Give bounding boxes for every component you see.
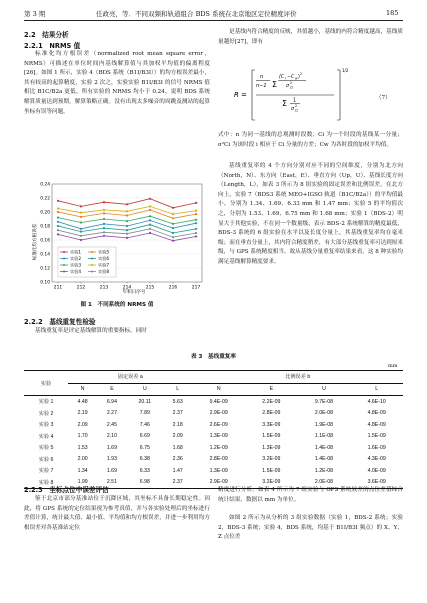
legend-label: 实验7: [98, 262, 110, 268]
table-dir-n-fixed: N: [80, 386, 85, 393]
legend-marker: [91, 258, 93, 260]
table-cell: 2.8E-09: [209, 456, 228, 463]
table-dir-u-fixed: U: [142, 386, 147, 393]
data-point: [195, 232, 197, 234]
x-tick-label: 216: [168, 285, 178, 291]
data-point: [126, 220, 128, 222]
table-cell: 1.34: [77, 467, 88, 474]
repeat-paragraph: [24, 327, 210, 337]
y-tick-label: 0.14: [40, 252, 50, 258]
table-cell: 1.3E-09: [262, 444, 281, 451]
table-col-experiment: 实验: [24, 371, 68, 396]
table-cell: 6.33: [139, 467, 150, 474]
data-point: [172, 236, 174, 238]
table-3-unit: mm: [388, 363, 398, 369]
table-cell: 2.51: [106, 479, 117, 486]
table-row: [24, 431, 403, 443]
data-point: [80, 212, 82, 214]
data-point: [195, 222, 197, 224]
svg-text:C: C: [291, 75, 295, 80]
nrms-text: 标准化均方根误差（normalized root mean square error，NRMS）可描述在单位时间内基线解算值与其加权平均值的偏离程度[26]。如图 1 所示，实验 4（BDS 系统（B1I/B3I））的均方根误差最小，其有较高的起算精度，实验 2 次之，实验实验 B1I/B3I 的信号 NRMS 值相比 B1C/B2a 更低。所有实验的 NRMS 均小于 0.24，说明 BDS 系统解算质量达到预期，解算策略正确。没有出现太多噪音的周跳及测站的起算坐标有误等问题。: [24, 51, 210, 115]
nrms-chart: [24, 178, 210, 296]
data-point: [172, 227, 174, 229]
data-point: [172, 213, 174, 215]
table-cell: 3.6E-09: [367, 479, 386, 486]
table-cell: 2.45: [106, 421, 117, 428]
table-row: [24, 408, 403, 420]
data-point: [126, 237, 128, 239]
table-cell: 1.99: [77, 479, 88, 486]
data-point: [149, 232, 151, 234]
chart-y-ticks: [40, 182, 50, 286]
y-tick-label: 0.24: [40, 182, 50, 188]
svg-text:2: 2: [290, 81, 293, 85]
right-analysis: [218, 162, 403, 268]
table-cell: 2.6E-09: [209, 421, 228, 428]
table-cell: 4.8E-09: [367, 410, 386, 417]
table-row: [24, 454, 403, 466]
table-cell: 7.89: [139, 410, 150, 417]
table-row-label: 实验 1: [38, 399, 54, 406]
table-cell: 5.63: [172, 398, 183, 405]
svg-text:2: 2: [295, 104, 298, 108]
legend-label: 实验2: [70, 256, 82, 261]
x-tick-label: 213: [99, 285, 109, 291]
table-cell: 4.0E-09: [367, 467, 386, 474]
table-cell: 2.00: [77, 456, 88, 463]
table-cell: 3.3E-09: [262, 421, 281, 428]
table-cell: 1.5E-09: [262, 433, 281, 440]
data-point: [80, 231, 82, 233]
table-cell: 4.8E-09: [367, 421, 386, 428]
bottom-right-paragraph-2: [218, 514, 403, 543]
legend-label: 实验6: [98, 256, 110, 261]
svg-text:w: w: [295, 76, 298, 81]
svg-text:−: −: [287, 75, 292, 80]
table-cell: 2.37: [172, 479, 183, 486]
section-2-2-2: 2.2.2 基线重复性检验: [24, 318, 96, 326]
data-point: [80, 228, 82, 230]
data-point: [80, 216, 82, 218]
data-point: [103, 212, 105, 214]
table-dir-n-ratio: N: [216, 386, 221, 393]
data-point: [103, 231, 105, 233]
table-cell: 1.53: [77, 444, 88, 451]
data-point: [126, 214, 128, 216]
journal-issue: 第 3 期: [24, 10, 46, 18]
data-point: [172, 223, 174, 225]
data-point: [149, 228, 151, 230]
data-point: [172, 240, 174, 242]
table-cell: 1.5E-09: [262, 467, 281, 474]
table-row-label: 实验 7: [38, 468, 54, 475]
data-point: [195, 228, 197, 230]
table-cell: 1.4E-08: [314, 456, 334, 463]
legend-label: 实验4: [70, 269, 82, 274]
svg-text:(C: (C: [279, 75, 285, 80]
legend-label: 实验5: [98, 249, 110, 255]
svg-text:2: 2: [300, 72, 303, 76]
legend-marker: [63, 258, 65, 260]
table-cell: 1.2E-08: [314, 467, 334, 474]
table-cell: 1.3E-09: [209, 467, 228, 474]
data-point: [149, 198, 151, 200]
right-intro: [218, 28, 403, 47]
section-2-2-1: 2.2.1 NRMS 值: [24, 42, 81, 50]
data-point: [80, 221, 82, 223]
equation-7: [230, 64, 400, 126]
svg-text:Σ: Σ: [282, 99, 288, 108]
table-cell: 4.3E-09: [367, 456, 386, 463]
data-point: [126, 233, 128, 235]
svg-text:): ): [298, 75, 300, 80]
data-point: [57, 221, 59, 223]
y-tick-label: 0.22: [40, 196, 50, 202]
eq-symbol-R: R: [234, 91, 239, 99]
table-cell: 1.9E-08: [314, 421, 334, 428]
table-group-fixed-error: 固定误差 a: [68, 371, 192, 384]
right-variables-text: 式中：n 为同一基线的总观测时段数；Ci 为一个时段的基线某一分量；σ²Ci 为该时段 i 相应于 Ci 分量的方差；Cw 为各时段的加权平均值。: [218, 132, 403, 148]
table-cell: 6.98: [139, 479, 150, 486]
table-cell: 2.09: [77, 421, 88, 428]
legend-label: 实验3: [70, 262, 82, 268]
table-row: [24, 442, 403, 454]
section-2-2: 2.2 结果分析: [24, 31, 69, 39]
equation-7-label: （7）: [376, 95, 391, 101]
legend-marker: [63, 251, 65, 253]
table-cell: 6.38: [139, 456, 150, 463]
table-row-label: 实验 3: [38, 422, 54, 429]
data-point: [103, 218, 105, 220]
table-cell: 1.70: [77, 433, 88, 440]
table-row-label: 实验 2: [38, 410, 54, 417]
data-point: [80, 235, 82, 237]
svg-text:σ: σ: [291, 107, 295, 112]
svg-text:Ci: Ci: [290, 85, 294, 90]
table-row-label: 实验 4: [38, 433, 54, 440]
data-point: [195, 202, 197, 204]
repeat-text: 基线重复率是评定基线解算的重要指标，同时: [35, 328, 147, 334]
running-title: 任政亮，等．不同双频和轨道组合 BDS 系统在北京地区定位精度评价: [96, 10, 297, 18]
table-group-ratio-error: 比例误差 b: [192, 371, 403, 384]
data-point: [57, 225, 59, 227]
data-point: [149, 209, 151, 211]
page-number: 185: [386, 9, 399, 17]
table-cell: 2.09: [172, 433, 183, 440]
table-cell: 1.68: [172, 444, 183, 451]
data-point: [103, 235, 105, 237]
table-cell: 2.36: [172, 456, 183, 463]
svg-text:n: n: [260, 74, 264, 80]
table-cell: 2.2E-09: [262, 398, 281, 405]
data-point: [172, 232, 174, 234]
legend-marker: [91, 251, 93, 253]
table-cell: 7.46: [139, 421, 150, 428]
table-row-label: 实验 8: [38, 479, 54, 486]
bottom-left-paragraph: [24, 495, 210, 533]
chart-series: [57, 198, 197, 242]
data-point: [149, 219, 151, 221]
table-cell: 20.11: [138, 398, 152, 405]
right-variables: [218, 131, 403, 150]
table-dir-u-ratio: U: [322, 386, 326, 393]
data-point: [149, 224, 151, 226]
table-cell: 3.2E-09: [262, 456, 281, 463]
table-cell: 1.2E-09: [209, 444, 228, 451]
data-point: [126, 225, 128, 227]
header-rule: [24, 20, 403, 21]
table-row: [24, 419, 403, 431]
data-point: [57, 233, 59, 235]
table-cell: 1.3E-09: [209, 433, 228, 440]
table-cell: 2.0E-08: [314, 410, 334, 417]
y-tick-label: 0.18: [40, 224, 50, 230]
equation-7-graphic: [230, 64, 400, 126]
table-dir-l-fixed: L: [176, 386, 180, 393]
table-cell: 2.0E-08: [314, 479, 334, 486]
x-tick-label: 211: [53, 285, 63, 291]
data-point: [103, 201, 105, 203]
table-cell: 1.47: [172, 467, 183, 474]
data-point: [57, 229, 59, 231]
right-intro-text: 是基线内符合精度的反映，其值越小，基线的内符合精度越高，基线质量越好[27]，即有: [218, 29, 403, 45]
table-cell: 9.7E-08: [314, 398, 334, 405]
data-point: [103, 223, 105, 225]
bottom-left-text: 鉴于北京市部分基准站位于沉降区域，其坐标不具备长期稳定性。因此，将 GPS 系统的定位结果视为参考真值，并与各实验处理后的坐标进行差值计算，统计最大值、最小值、平均值和均方根误差，并进一步利用均方根误差对各基准站定位: [24, 496, 210, 531]
y-tick-label: 0.16: [40, 238, 50, 244]
table-cell: 2.8E-09: [262, 410, 281, 417]
table-cell: 2.37: [172, 410, 183, 417]
table-cell: 4.6E-10: [367, 398, 386, 405]
data-point: [149, 205, 151, 207]
table-cell: 1.1E-08: [314, 433, 334, 440]
legend-marker: [91, 264, 93, 266]
data-point: [195, 210, 197, 212]
nrms-paragraph: [24, 50, 210, 117]
data-point: [103, 227, 105, 229]
table-3-grid: [24, 370, 403, 489]
chart-y-label: 标准化均方根误差: [33, 223, 38, 261]
table-cell: 2.10: [106, 433, 117, 440]
svg-text:1/2: 1/2: [342, 68, 349, 73]
bottom-right-paragraph-1: [218, 486, 403, 505]
table-cell: 2.19: [77, 410, 88, 417]
table-row-label: 实验 6: [38, 456, 54, 463]
table-cell: 6.75: [139, 444, 150, 451]
table-row-label: 实验 5: [38, 445, 54, 452]
table-cell: 1.69: [106, 467, 117, 474]
legend-marker: [63, 264, 65, 266]
table-cell: 4.48: [77, 398, 88, 405]
table-cell: 9.4E-09: [209, 398, 228, 405]
data-point: [80, 205, 82, 207]
table-cell: 2.18: [172, 421, 183, 428]
svg-text:Σ: Σ: [272, 80, 278, 89]
x-tick-label: 214: [122, 285, 132, 291]
table-3: [24, 370, 403, 489]
chart-x-label: 年积日序号: [122, 290, 146, 295]
svg-text:σ: σ: [286, 84, 290, 89]
table-header-directions: [24, 383, 403, 396]
data-point: [57, 211, 59, 213]
table-cell: 2.9E-09: [209, 479, 228, 486]
section-2-2-3: 2.2.3 坐标点位中误差评估: [24, 486, 109, 494]
legend-marker: [91, 271, 93, 273]
chart-legend: [58, 247, 116, 277]
table-dir-e-ratio: E: [269, 386, 274, 393]
x-tick-label: 217: [191, 285, 201, 291]
svg-text:i: i: [285, 76, 286, 81]
data-point: [126, 210, 128, 212]
data-point: [103, 209, 105, 211]
table-cell: 1.6E-09: [367, 444, 386, 451]
table-3-title: 表 3 基线重复率: [191, 354, 236, 360]
y-tick-label: 0.20: [40, 210, 50, 216]
data-point: [57, 200, 59, 202]
table-cell: 3.2E-09: [262, 479, 281, 486]
y-tick-label: 0.10: [40, 280, 50, 286]
data-point: [57, 217, 59, 219]
table-cell: 2.27: [106, 410, 117, 417]
data-point: [195, 219, 197, 221]
svg-text:n−1: n−1: [256, 83, 267, 89]
table-dir-l-ratio: L: [375, 386, 379, 393]
table-row: [24, 396, 403, 408]
data-point: [80, 239, 82, 241]
figure-1-caption: 图 1 不同系统的 NRMS 值: [80, 302, 154, 308]
right-analysis-text: 基线重复率的 4 个方向分别对应不同的空间维度，分别为北方向（North，N）、东方向（East，E）、垂直方向（Up，U）、基线长度方向（Length，L），如表 3 所示为 8 组实验的固定误差和比例误差。在北方向上，实验 7（BDS3 系统 MEO+IGSO 轨道（B1C/B2a））的平均值最小，分别为 1.34、1.69、6.33 mm 和 1.47 mm；实验 5 的平均值次之，分别为 1.53、1.69、6.75 mm 和 1.68 mm；实验 1（BDS-2）明显大于其他实验，不在同一个数量级，表示 BDS-2 系统解算的精度最低，BDS-3 系统的 6 组实验在水平以及长度分量上，其基线重复率均在毫米级；而在垂直分量上，其内符合精度稍差，有大部分基线重复率可达到厘米级，与 GPS 系统精度相当。故从基线分量重复率结果来看，这 8 种实验均满足基线解算精度要求。: [218, 163, 403, 265]
data-point: [195, 235, 197, 237]
bottom-right-text-2: 如图 2 所示为从分析的 3 组实验数据（实验 1，BDS-2 系统；实验 2，BDS-3 系统；实验 4，BDS 系统，均基于 B1I/B3I 频点）的 X、Y、Z 点位差: [218, 515, 403, 541]
table-cell: 1.69: [106, 444, 117, 451]
table-row: [24, 465, 403, 477]
table-cell: 1.93: [106, 456, 117, 463]
table-dir-e-fixed: E: [110, 386, 114, 393]
table-cell: 6.94: [106, 398, 117, 405]
data-point: [57, 207, 59, 209]
table-body: [24, 396, 403, 489]
data-point: [149, 215, 151, 217]
legend-marker: [63, 271, 65, 273]
y-tick-label: 0.12: [40, 266, 50, 272]
table-cell: 2.9E-09: [209, 410, 228, 417]
data-point: [126, 203, 128, 205]
bottom-right-text-1: 精度进行分析。如表 4 所示为 7 组实验与 GPS 系统较差的点位差值综合统计结果，数据以 mm 为单位。: [218, 487, 403, 503]
data-point: [172, 217, 174, 219]
svg-text:=: =: [241, 91, 247, 99]
table-cell: 1.4E-08: [314, 444, 334, 451]
data-point: [126, 229, 128, 231]
table-cell: 1.5E-09: [367, 433, 386, 440]
data-point: [172, 207, 174, 209]
data-point: [195, 213, 197, 215]
svg-text:1: 1: [293, 98, 297, 104]
legend-label: 实验8: [98, 269, 110, 274]
legend-label: 实验1: [70, 249, 82, 255]
x-tick-label: 215: [145, 285, 155, 291]
svg-text:Ci: Ci: [295, 108, 299, 113]
x-tick-label: 212: [76, 285, 86, 291]
table-cell: 6.69: [139, 433, 150, 440]
